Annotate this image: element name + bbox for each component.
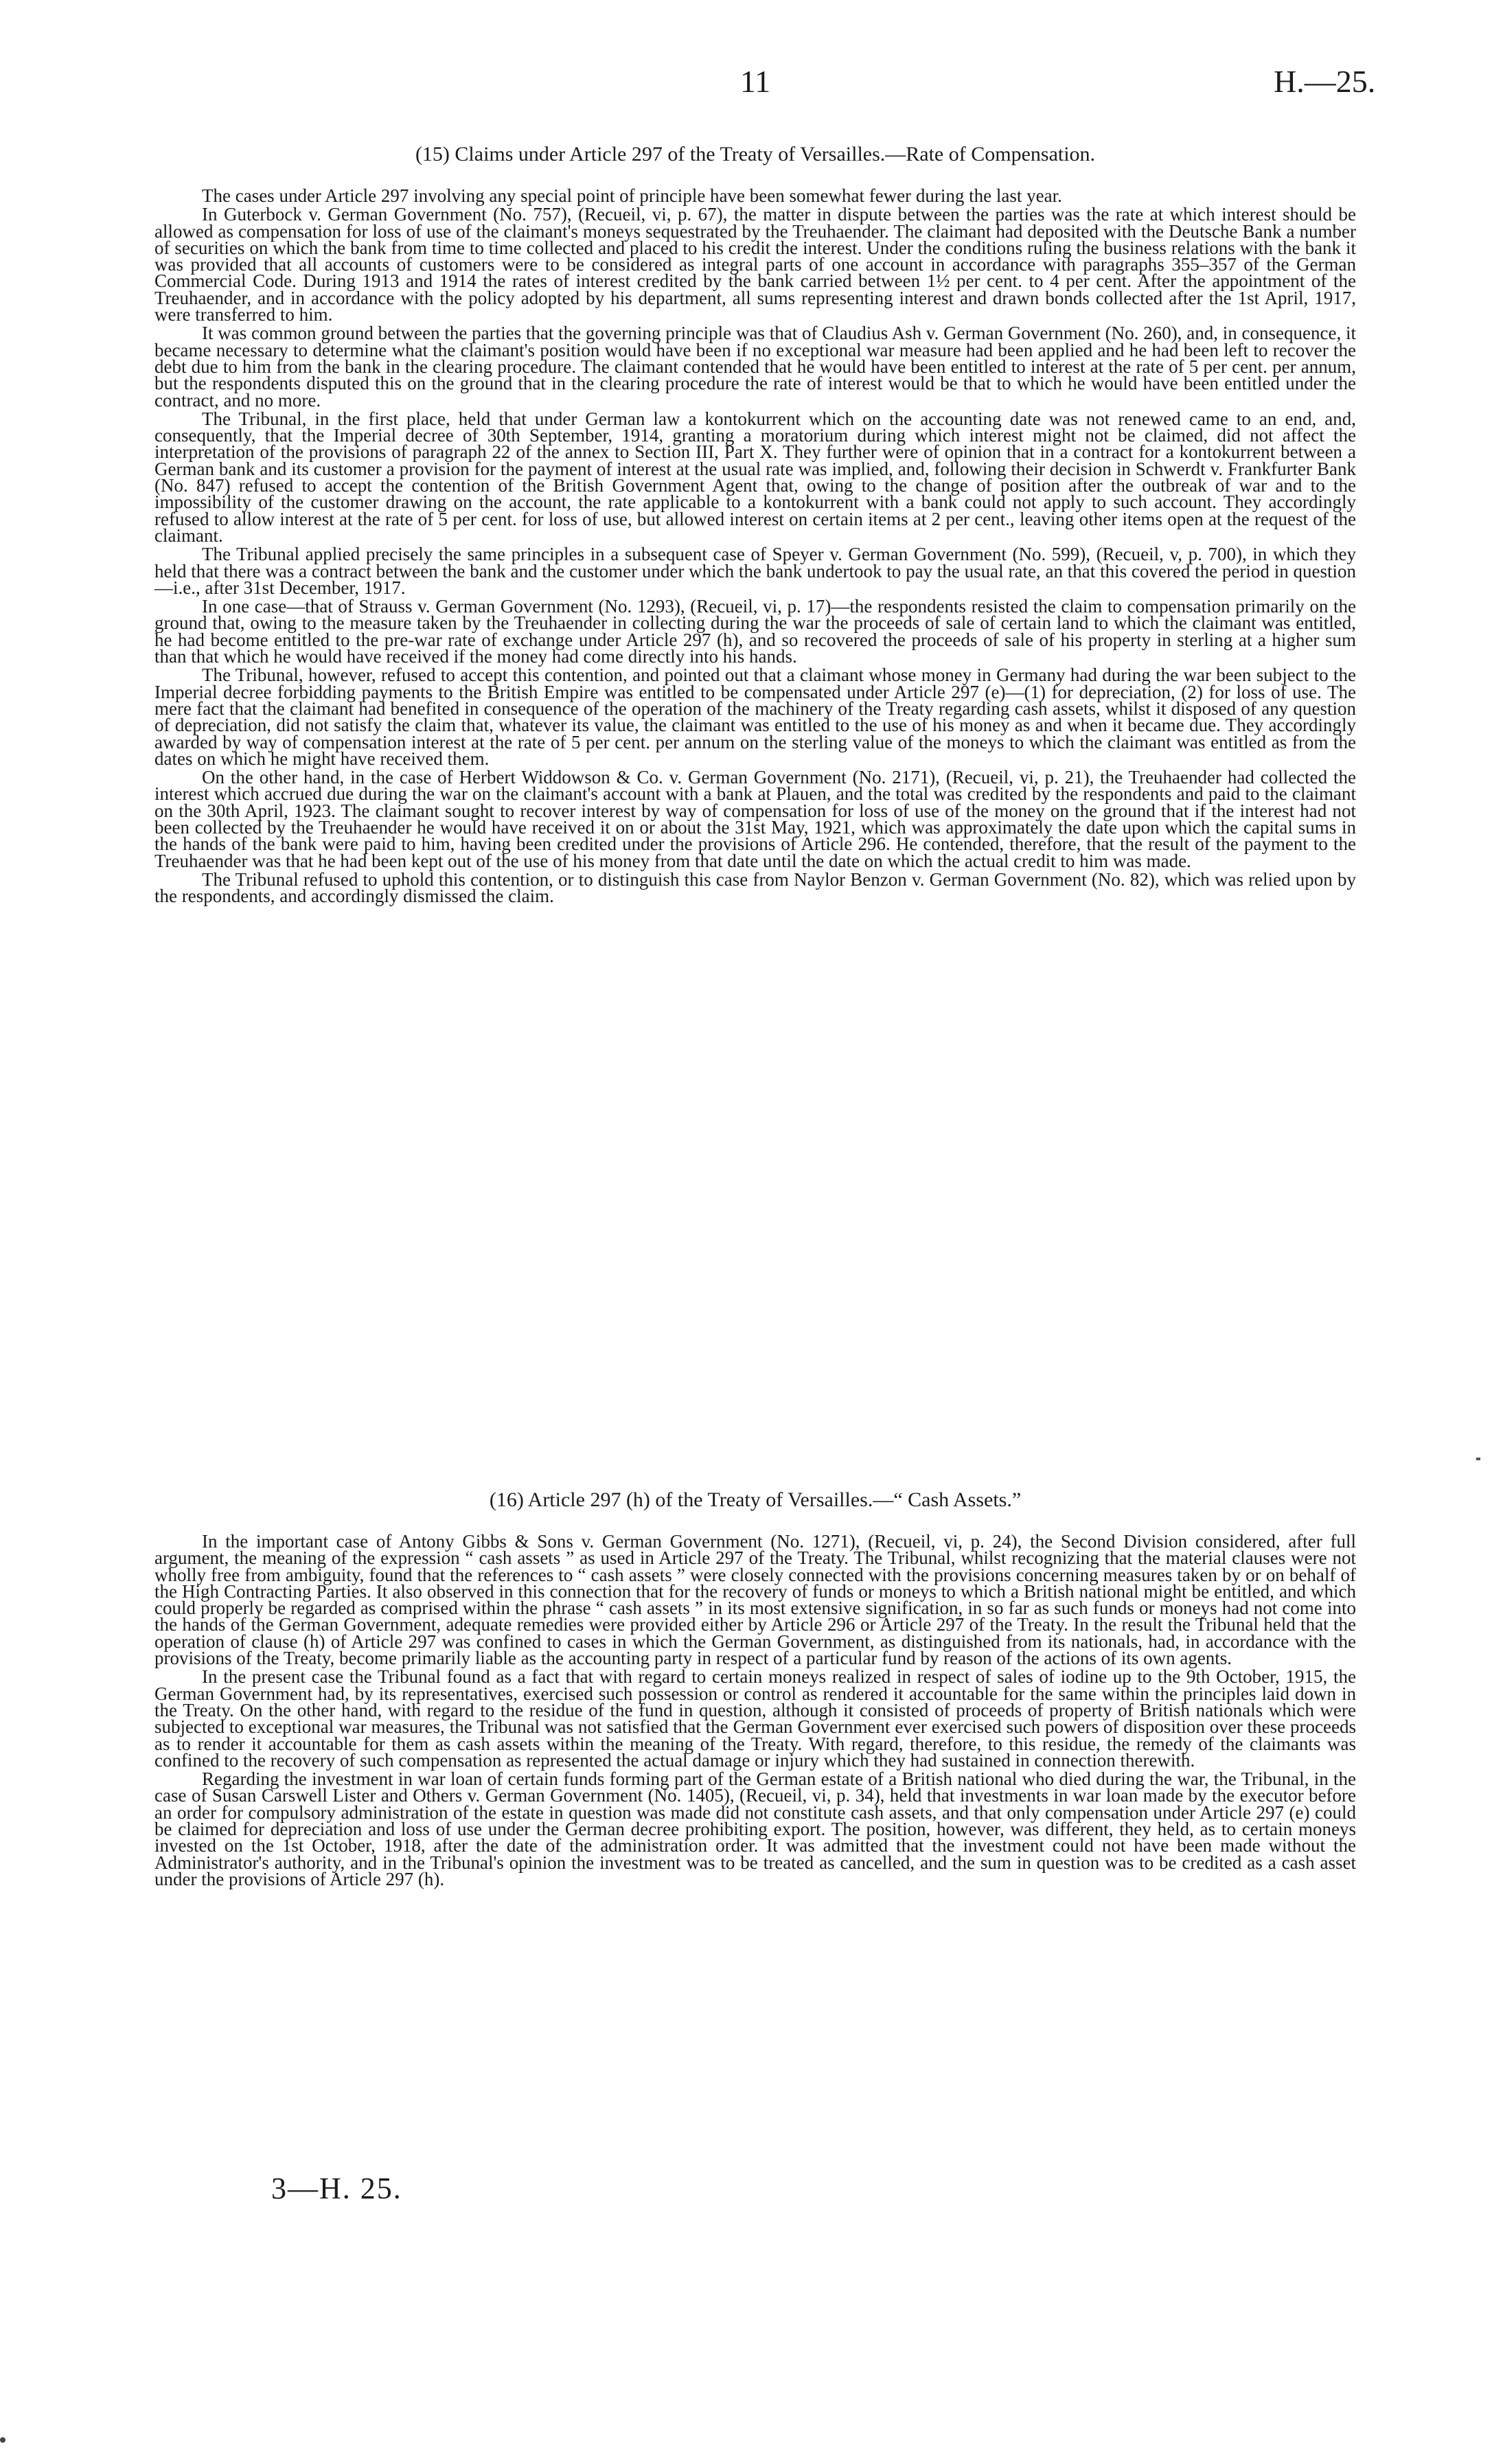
document-code: H.—25. [1274,64,1376,99]
paragraph: The Tribunal, however, refused to accept this contention, and pointed out that a claimant whose money in Germany had during the war been subject to the Imperial decree forbidding payments to the British Empire was entitled to be compensated under Article 297 (e)—(1) for depreciation, (2) for loss of use. The mere fact that the claimant had benefited in consequence of the operation of the machinery of the Treaty regarding cash assets, whilst it disposed of any question of depreciation, did not satisfy the claim that, whatever its value, the claimant was entitled to the use of his money as and when it became due. They accordingly awarded by way of compensation interest at the rate of 5 per cent. per annum on the sterling value of the moneys to which the claimant was entitled as from the dates on which he might have received them. [154,665,1356,769]
scan-dot [0,2437,5,2443]
signature-code: 3—H. 25. [271,2172,402,2205]
paragraph: Regarding the investment in war loan of certain funds forming part of the German estate of a British national who died during the war, the Tribunal, in the case of Susan Carswell Lister and Others v. German Government (No. 1405), (Recueil, vi, p. 34), held that investments in war loan made by the executor before an order for compulsory administration of the estate in question was made did not constitute cash assets, and that only compensation under Article 297 (e) could be claimed for depreciation and loss of use under the German decree prohibiting export. The position, however, was different, they held, as to certain moneys invested on the 1st October, 1918, after the date of the administration order. It was admitted that the investment could not have been made without the Administrator's authority, and in the Tribunal's opinion the investment was to be treated as cancelled, and the sum in question was to be credited as a cash asset under the provisions of Article 297 (h). [154,1769,1356,1889]
paragraph: The Tribunal, in the first place, held that under German law a kontokurrent which on the accounting date was not renewed came to an end, and, consequently, that the Imperial decree of 30th September, 1914, granting a moratorium during which interest might not be claimed, did not affect the interpretation of the provisions of paragraph 22 of the annex to Section III, Part X. They further were of opinion that in a contract for a kontokurrent between a German bank and its customer a provision for the payment of interest at the usual rate was implied, and, following their decision in Schwerdt v. Frankfurter Bank (No. 847) refused to accept the contention of the British Government Agent that, owing to the change of position after the outbreak of war and to the impossibility of the customer drawing on the account, the rate applicable to a kontokurrent with a bank could not apply to such account. They accordingly refused to allow interest at the rate of 5 per cent. for loss of use, but allowed interest on certain items at 2 per cent., leaving other items open at the request of the claimant. [154,408,1356,546]
margin-mark [1476,1458,1480,1460]
section-16-heading: (16) Article 297 (h) of the Treaty of Versailles.—“ Cash Assets.” [489,1488,1022,1511]
paragraph: On the other hand, in the case of Herbert Widdowson & Co. v. German Government (No. 2171), (Recueil, vi, p. 21), the Treuhaender had collected the interest which accrued due during the war on the claimant's account with a bank at Plauen, and the total was credited by the respondents and paid to the claimant on the 30th April, 1923. The claimant sought to recover interest by way of compensation for loss of use of the money on the ground that if the interest had not been collected by the Treuhaender he would have received it on or about the 31st May, 1921, which was approximately the date upon which the capital sums in the hands of the bank were paid to him, having been credited under the provisions of Article 296. He contended, therefore, that the result of the payment to the Treuhaender was that he had been kept out of the use of his money from that date until the date on which the actual credit to him was made. [154,767,1356,871]
paragraph: The Tribunal applied precisely the same principles in a subsequent case of Speyer v. German Government (No. 599), (Recueil, v, p. 700), in which they held that there was a contract between the bank and the customer under which the bank undertook to pay the usual rate, an that this covered the period in question—i.e., after 31st December, 1917. [154,544,1356,598]
paragraph: It was common ground between the parties that the governing principle was that of Claudius Ash v. German Government (No. 260), and, in consequence, it became necessary to determine what the claimant's position would have been if no exceptional war measure had been applied and he had been left to recover the debt due to him from the bank in the clearing procedure. The claimant contended that he would have been entitled to interest at the rate of 5 per cent. per annum, but the respondents disputed this on the ground that in the clearing procedure the rate of interest would be that to which he would have been entitled under the contract, and no more. [154,323,1356,411]
paragraph: In the present case the Tribunal found as a fact that with regard to certain moneys realized in respect of sales of iodine up to the 9th October, 1915, the German Government had, by its representatives, exercised such possession or control as rendered it accountable for the same within the principles laid down in the Treaty. On the other hand, with regard to the residue of the fund in question, although it consisted of proceeds of property of British nationals which were subjected to exceptional war measures, the Tribunal was not satisfied that the German Government ever exercised such powers of disposition over these proceeds as to render it accountable for them as cash assets within the meaning of the Treaty. With regard, therefore, to this residue, the remedy of the claimants was confined to the recovery of such compensation as represented the actual damage or injury which they had sustained in connection therewith. [154,1666,1356,1771]
paragraph: In the important case of Antony Gibbs & Sons v. German Government (No. 1271), (Recueil, vi, p. 24), the Second Division considered, after full argument, the meaning of the expression “ cash assets ” as used in Article 297 of the Treaty. The Tribunal, whilst recognizing that the material clauses were not wholly free from ambiguity, found that the references to “ cash assets ” were closely connected with the provisions concerning measures taken by or on behalf of the High Contracting Parties. It also observed in this connection that for the recovery of funds or moneys to which a British national might be entitled, and which could properly be regarded as comprised within the phrase “ cash assets ” in its most extensive signification, in so far as such funds or moneys had not come into the hands of the German Government, adequate remedies were provided either by Article 296 or Article 297 of the Treaty. In the result the Tribunal held that the operation of clause (h) of Article 297 was confined to cases in which the German Government, as distinguished from its nationals, had, in accordance with the provisions of the Treaty, become primarily liable as the accounting party in respect of a particular fund by reason of the actions of its own agents. [154,1531,1356,1669]
page-number: 11 [739,64,771,99]
paragraph: In Guterbock v. German Government (No. 757), (Recueil, vi, p. 67), the matter in dispute between the parties was the rate at which interest should be allowed as compensation for loss of use of the claimant's moneys sequestrated by the Treuhaender. The claimant had deposited with the Deutsche Bank a number of securities on which the bank from time to time collected and placed to his credit the interest. Under the conditions ruling the business relations with the bank it was provided that all accounts of customers were to be considered as integral parts of one account in accordance with paragraphs 355–357 of the German Commercial Code. During 1913 and 1914 the rates of interest credited by the bank carried between 1½ per cent. to 4 per cent. After the appointment of the Treuhaender, and in accordance with the policy adopted by his department, all sums representing interest and drawn bonds collected after the 1st April, 1917, were transferred to him. [154,204,1356,325]
section-15-heading: (15) Claims under Article 297 of the Treaty of Versailles.—Rate of Compensation. [415,143,1096,165]
paragraph: In one case—that of Strauss v. German Government (No. 1293), (Recueil, vi, p. 17)—the respondents resisted the claim to compensation primarily on the ground that, owing to the measure taken by the Treuhaender in collecting during the war the proceeds of sale of certain land to which the claimant was entitled, he had become entitled to the pre-war rate of exchange under Article 297 (h), and so recovered the proceeds of sale of his property in sterling at a higher sum than that which he would have received if the money had come directly into his hands. [154,596,1356,667]
section-15-body [154,187,1356,906]
paragraph: The cases under Article 297 involving any special point of principle have been somewhat fewer during the last year. [202,185,1062,206]
paragraph: The Tribunal refused to uphold this contention, or to distinguish this case from Naylor Benzon v. German Government (No. 82), which was relied upon by the respondents, and accordingly dismissed the claim. [154,868,1356,907]
section-16-body [154,1533,1356,1889]
